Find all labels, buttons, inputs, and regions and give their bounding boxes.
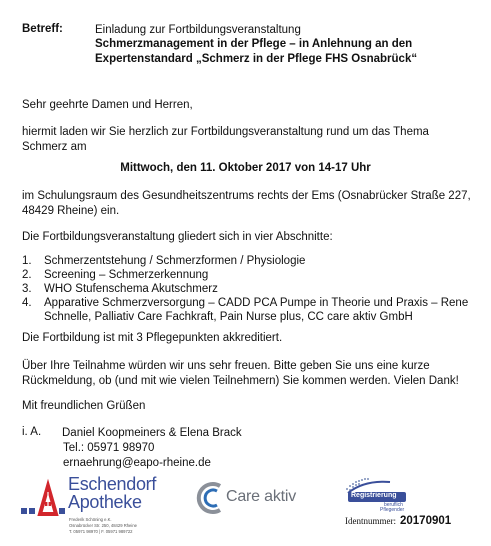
apotheke-name-line2: Apotheke [68, 492, 142, 512]
list-item [22, 254, 472, 268]
apotheke-owner: Frederik Schöning e.K. [69, 517, 112, 522]
list-item-text: Apparative Schmerzversorgung – CADD PCA Pumpe in Theorie und Praxis – Rene Schnelle, Palliativ Care Fachkraft, Pain Nurse plus, CC care aktiv GmbH [44, 297, 469, 323]
ident-number-block [345, 515, 451, 527]
registrierung-logo [344, 474, 444, 514]
event-date: Mittwoch, den 11. Oktober 2017 von 14-17 Uhr [120, 162, 371, 174]
list-item [22, 282, 472, 296]
list-item-text: WHO Stufenschema Akutschmerz [44, 283, 218, 295]
care-aktiv-text: Care aktiv [226, 488, 297, 505]
list-item-number: 4. [22, 297, 32, 309]
signature-email[interactable]: ernaehrung@eapo-rheine.de [63, 457, 211, 469]
list-item [22, 268, 472, 282]
subject-title-line2: Expertenstandard „Schmerz in der Pflege FHS Osnabrück“ [95, 53, 418, 65]
subject-label: Betreff: [22, 23, 63, 35]
subject-title-line1: Schmerzmanagement in der Pflege – in Anlehnung an den [95, 38, 413, 50]
sections-list [22, 254, 472, 324]
care-c-icon [196, 480, 226, 516]
signature-ia: i. A. [22, 426, 42, 438]
feedback-paragraph: Über Ihre Teilnahme würden wir uns sehr freuen. Bitte geben Sie uns eine kurze Rückmeldung, ob (und mit wie vielen Teilnehmern) Sie kommen werden. Vielen Dank! [22, 360, 459, 387]
registrierung-sub1: beruflich [384, 502, 403, 508]
care-aktiv-logo [196, 478, 314, 518]
list-item [22, 296, 472, 324]
registrierung-sub2: Pflegender [380, 507, 405, 513]
sections-intro: Die Fortbildungsveranstaltung gliedert sich in vier Abschnitte: [22, 231, 333, 243]
top-mark [473, 0, 487, 1]
registrierung-label: Registrierung [351, 492, 397, 499]
apotheke-logo [18, 474, 180, 542]
list-item-text: Schmerzentstehung / Schmerzformen / Physiologie [44, 255, 306, 267]
signature-phone: Tel.: 05971 98970 [63, 442, 155, 454]
subject-block [95, 23, 475, 67]
pharmacy-a-icon [18, 478, 70, 518]
list-item-number: 1. [22, 255, 32, 267]
subject-line1: Einladung zur Fortbildungsveranstaltung [95, 24, 301, 36]
signature-block [62, 426, 242, 471]
apotheke-name-line1: Eschendorf [68, 474, 157, 494]
list-item-number: 2. [22, 269, 32, 281]
accreditation-note: Die Fortbildung ist mit 3 Pflegepunkten akkreditiert. [22, 332, 283, 344]
list-item-number: 3. [22, 283, 32, 295]
ident-number: 20170901 [400, 515, 452, 527]
location-paragraph: im Schulungsraum des Gesundheitszentrums rechts der Ems (Osnabrücker Straße 227, 48429 Rheine) ein. [22, 190, 471, 217]
closing: Mit freundlichen Grüßen [22, 400, 146, 412]
intro-paragraph: hiermit laden wir Sie herzlich zur Fortbildungsveranstaltung rund um das Thema Schmerz am [22, 126, 429, 153]
apotheke-phone: T. 05971 98970 | F. 05971 989722 [69, 529, 133, 534]
list-item-text: Screening – Schmerzerkennung [44, 269, 209, 281]
apotheke-address: Osnabrücker Str. 250, 48429 Rheine [69, 523, 137, 528]
salutation: Sehr geehrte Damen und Herren, [22, 99, 193, 111]
ident-label: Identnummer: [345, 516, 396, 526]
signature-names: Daniel Koopmeiners & Elena Brack [62, 427, 242, 439]
